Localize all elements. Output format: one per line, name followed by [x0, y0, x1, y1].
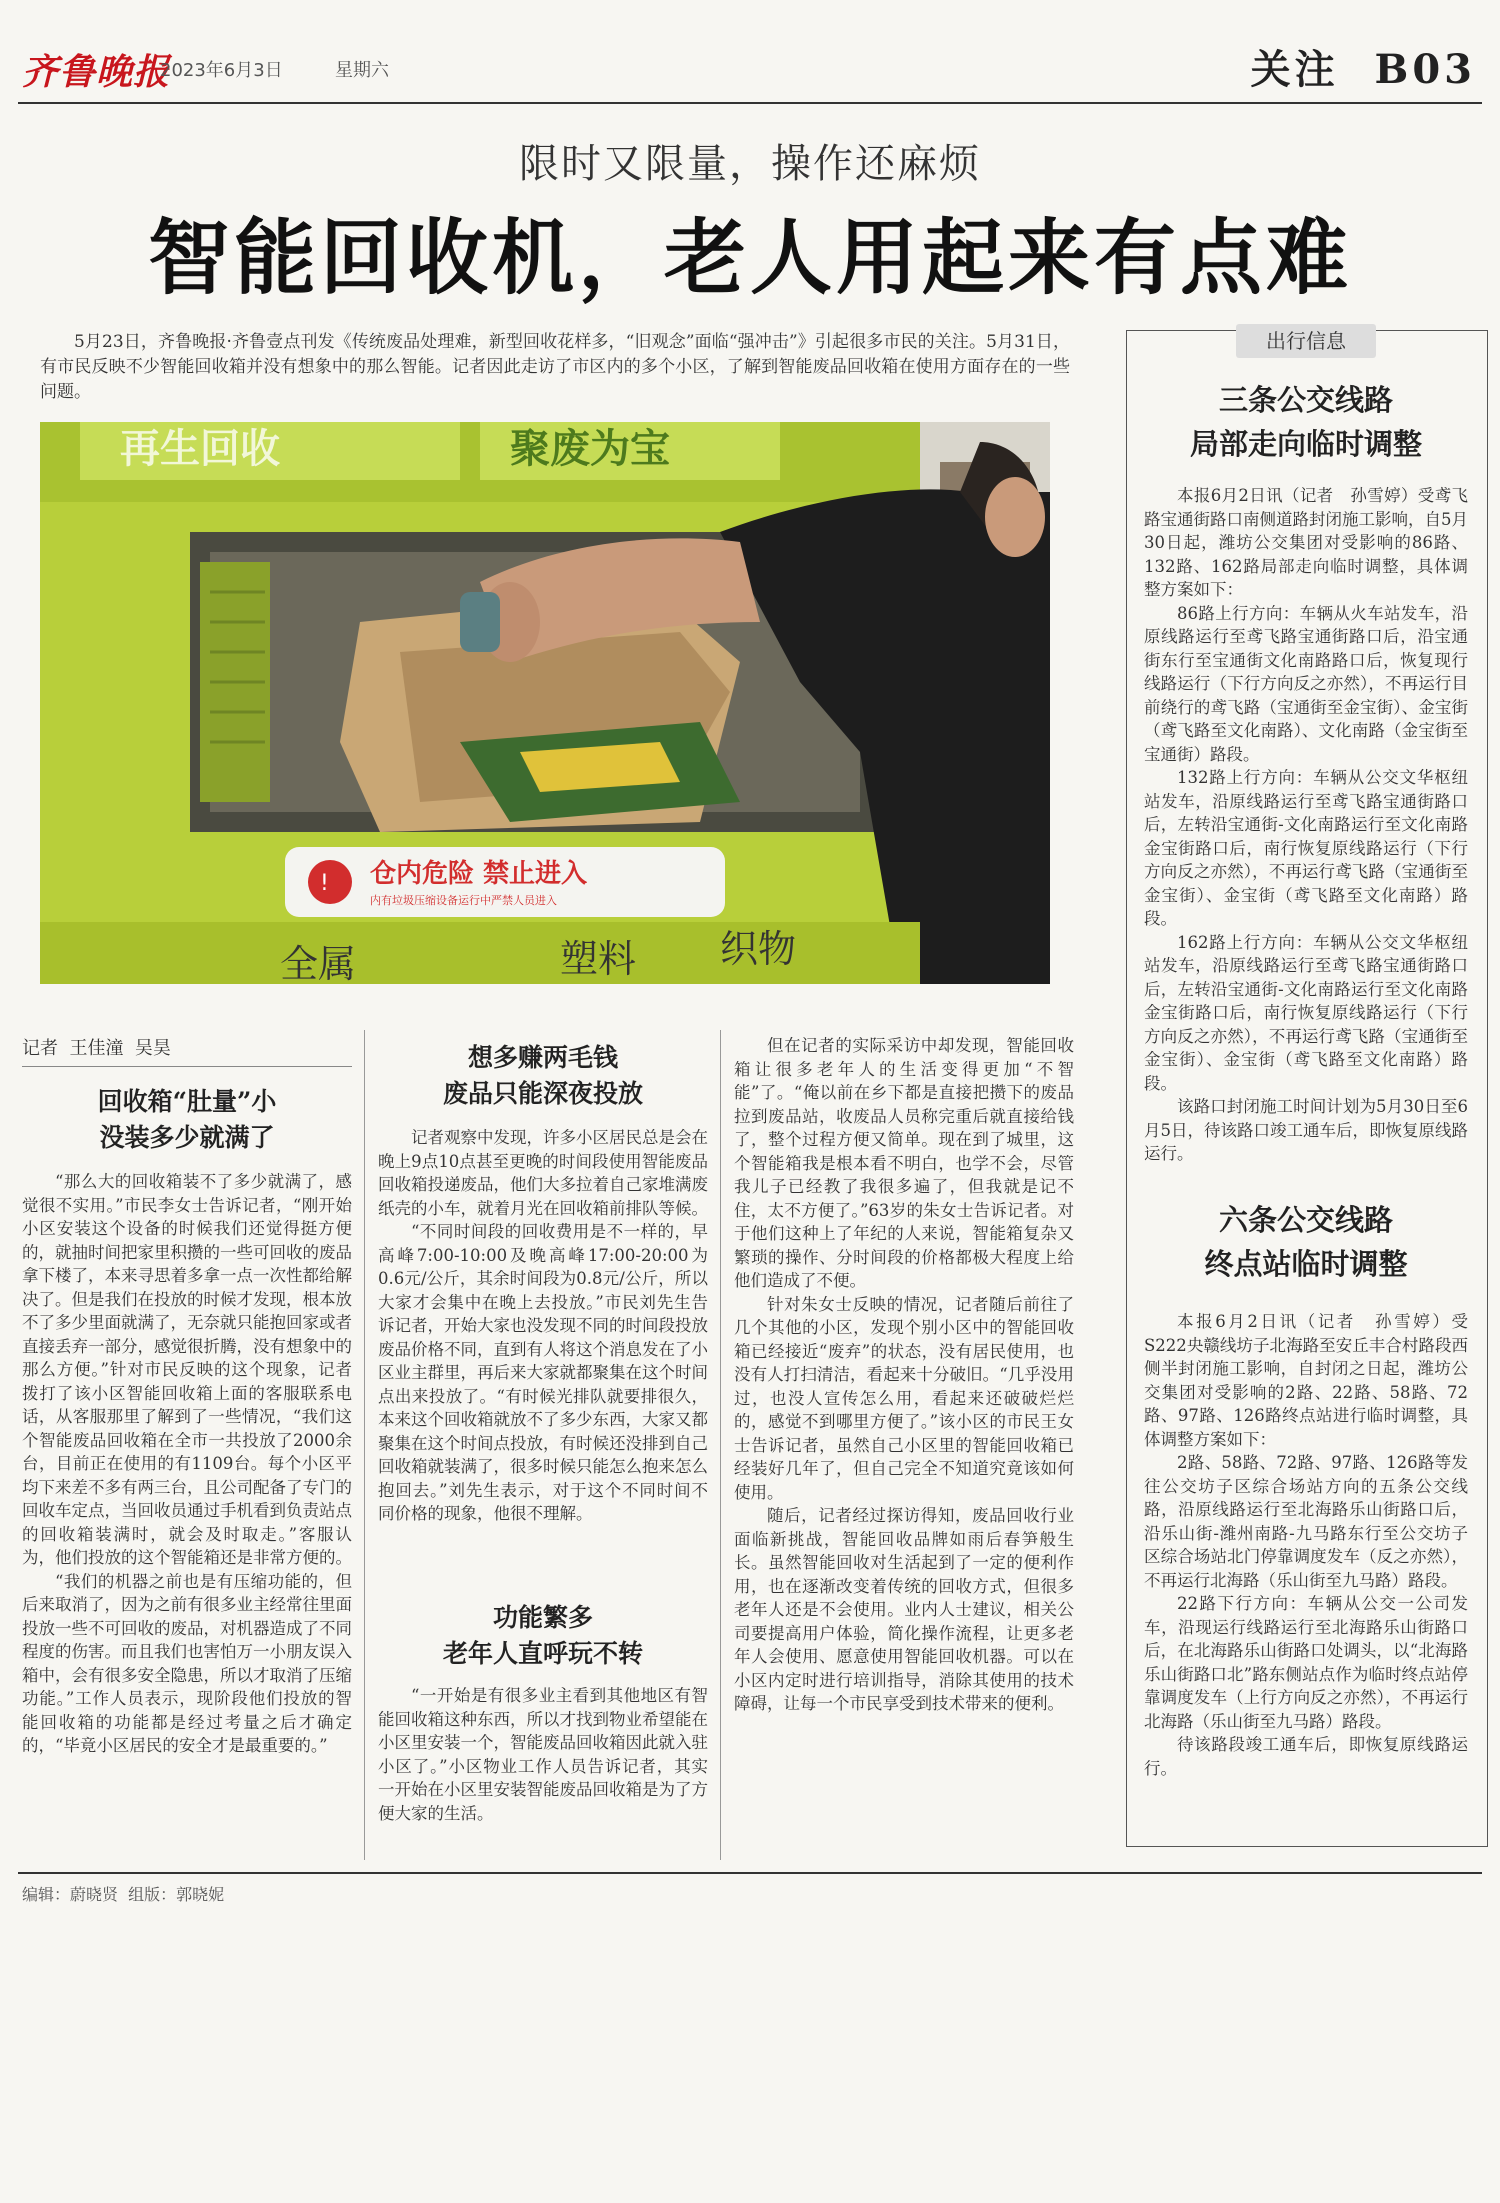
- sidebar-story2-body: [1144, 1310, 1468, 1780]
- col2-paragraph: “一开始是有很多业主看到其他地区有智能回收箱这种东西，所以才找到物业希望能在小区里安装一个，智能废品回收箱因此就入驻小区了。”小区物业工作人员告诉记者，其实一开始在小区里安装智能废品回收箱是为了方便大家的生活。: [378, 1686, 708, 1823]
- issue-weekday: 星期六: [335, 60, 389, 81]
- photo-banner-right: 聚废为宝: [510, 426, 670, 472]
- col2-heading: 想多赚两毛钱 废品只能深夜投放: [442, 1043, 643, 1108]
- photo-warning-sign: 仓内危险 禁止进入: [370, 859, 588, 889]
- col2-body-2: [378, 1684, 708, 1825]
- issue-date: 2023年6月3日: [160, 60, 283, 81]
- col2-body: [378, 1126, 708, 1526]
- sidebar-paragraph: 132路上行方向：车辆从公交文华枢纽站发车，沿原线路运行至鸢飞路宝通街路口后，左转沿宝通街-文化南路运行至文化南路金宝街路口后，南行恢复原线路运行（下行方向反之亦然），不再运行鸢飞路（宝通街至金宝街）、金宝街（鸢飞路至文化南路）路段。: [1144, 768, 1468, 928]
- recycling-machine-illustration: [40, 422, 1050, 984]
- col3-paragraph: 但在记者的实际采访中却发现，智能回收箱让很多老年人的生活变得更加“不智能”了。“俺以前在乡下都是直接把攒下的废品拉到废品站，收废品人员称完重后就直接给钱了，整个过程方便又简单。现在到了城里，这个智能箱我是根本看不明白，也学不会，尽管我儿子已经教了我很多遍了，但我就是记不住，太不方便了。”63岁的朱女士告诉记者。对于他们这种上了年纪的人来说，智能箱复杂又繁琐的操作、分时间段的价格都极大程度上给他们造成了不便。: [734, 1036, 1074, 1290]
- column-divider: [720, 1030, 721, 1860]
- sidebar-paragraph: 该路口封闭施工时间计划为5月30日至6月5日，待该路口竣工通车后，即恢复原线路运行。: [1144, 1097, 1468, 1163]
- col3-body: [734, 1034, 1074, 1716]
- sidebar-paragraph: 本报6月2日讯（记者 孙雪婷）受鸢飞路宝通街路口南侧道路封闭施工影响，自5月30日起，潍坊公交集团对受影响的86路、132路、162路局部走向临时调整，具体调整方案如下：: [1144, 486, 1468, 599]
- col1-paragraph: “我们的机器之前也是有压缩功能的，但后来取消了，因为之前有很多业主经常往里面投放一些不可回收的废品，对机器造成了不同程度的伤害。而且我们也害怕万一小朋友误入箱中，会有很多安全隐患，所以才取消了压缩功能。”工作人员表示，现阶段他们投放的智能回收箱的功能都是经过考量之后才确定的，“毕竟小区居民的安全才是最重要的。”: [22, 1571, 352, 1755]
- article-subtitle: 限时又限量，操作还麻烦: [519, 141, 981, 187]
- photo-banner-left: 再生回收: [120, 426, 280, 472]
- sidebar-section-label: 出行信息: [1236, 324, 1376, 358]
- svg-text:!: !: [320, 871, 329, 896]
- sidebar-paragraph: 86路上行方向：车辆从火车站发车，沿原线路运行至鸢飞路宝通街路口后，沿宝通街东行至宝通街文化南路路口后，恢复现行线路运行（下行方向反之亦然），不再运行目前绕行的鸢飞路（宝通街至金宝街）、金宝街（鸢飞路至文化南路）、文化南路（金宝街至宝通街）路段。: [1144, 603, 1468, 764]
- col2-heading-2: 功能繁多 老年人直呼玩不转: [442, 1603, 643, 1668]
- col3-paragraph: 随后，记者经过探访得知，废品回收行业面临新挑战，智能回收品牌如雨后春笋般生长。虽然智能回收对生活起到了一定的便利作用，也在逐渐改变着传统的回收方式，但很多老年人还是不会使用。业内人士建议，相关公司要提高用户体验，简化操作流程，让更多老年人会使用、愿意使用智能回收机器。可以在小区内定时进行培训指导，消除其使用的技术障碍，让每一个市民享受到技术带来的便利。: [734, 1506, 1074, 1713]
- article-photo: [40, 422, 1050, 984]
- byline: 记者 王佳潼 吴昊: [22, 1038, 171, 1059]
- col3-paragraph: 针对朱女士反映的情况，记者随后前往了几个其他的小区，发现个别小区中的智能回收箱已经接近“废弃”的状态，没有居民使用，也没有人打扫清洁，看起来十分破旧。“几乎没用过，也没人宣传怎么用，看起来还破破烂烂的，感觉不到哪里方便了。”该小区的市民王女士告诉记者，虽然自己小区里的智能回收箱已经装好几年了，但自己完全不知道究竟该如何使用。: [734, 1294, 1074, 1502]
- col1-body: [22, 1170, 352, 1758]
- sidebar-paragraph: 待该路段竣工通车后，即恢复原线路运行。: [1144, 1735, 1468, 1778]
- photo-bin-label-textile: 织物: [720, 927, 797, 971]
- article-lead: 5月23日，齐鲁晚报·齐鲁壹点刊发《传统废品处理难，新型回收花样多，“旧观念”面临“强冲击”》引起很多市民的关注。5月31日，有市民反映不少智能回收箱并没有想象中的那么智能。记者因此走访了市区内的多个小区，了解到智能废品回收箱在使用方面存在的一些问题。: [40, 332, 1070, 402]
- sidebar-paragraph: 22路下行方向：车辆从公交一公司发车，沿现运行线路运行至北海路乐山街路口后，在北海路乐山街路口处调头，以“北海路乐山街路口北”路东侧站点作为临时终点站停靠调度发车（上行方向反之亦然），不再运行北海路（乐山街至九马路）路段。: [1144, 1594, 1468, 1731]
- editor-credits: 编辑：蔚晓贤 组版：郭晓妮: [22, 1885, 225, 1904]
- photo-bin-label-metal: 全属: [280, 942, 357, 984]
- column-divider: [364, 1030, 365, 1860]
- col1-heading: 回收箱“肚量”小 没装多少就满了: [97, 1087, 277, 1152]
- sidebar-story2-heading: 六条公交线路 终点站临时调整: [1204, 1203, 1408, 1281]
- masthead-divider: [18, 102, 1482, 104]
- sidebar-story1-body: [1144, 484, 1468, 1166]
- section-page-tag: 关注 B03: [1250, 46, 1476, 93]
- sidebar-story1-heading: 三条公交线路 局部走向临时调整: [1189, 383, 1422, 461]
- article-headline: 智能回收机，老人用起来有点难: [147, 210, 1352, 306]
- footer-divider: [18, 1872, 1482, 1874]
- sidebar-paragraph: 162路上行方向：车辆从公交文华枢纽站发车，沿原线路运行至鸢飞路宝通街路口后，左转沿宝通街-文化南路运行至文化南路金宝街路口后，南行恢复原线路运行（下行方向反之亦然），不再运行鸢飞路（宝通街至金宝街）、金宝街（鸢飞路至文化南路）路段。: [1144, 932, 1468, 1093]
- photo-bin-label-plastic: 塑料: [560, 937, 637, 981]
- col1-paragraph: “那么大的回收箱装不了多少就满了，感觉很不实用。”市民李女士告诉记者，“刚开始小区安装这个设备的时候我们还觉得挺方便的，就抽时间把家里积攒的一些可回收的废品拿下楼了，本来寻思着多拿一点一次性都给解决了。但是我们在投放的时候才发现，根本放不了多少里面就满了，无奈就只能抱回家或者直接丢弃一部分，感觉很折腾，没有想象中的那么方便。”针对市民反映的这个现象，记者拨打了该小区智能回收箱上面的客服联系电话，从客服那里了解到了一些情况，“我们这个智能废品回收箱在全市一共投放了2000余台，目前正在使用的有1109台。每个小区平均下来差不多有两三台，且公司配备了专门的回收车定点，当回收员通过手机看到负责站点的回收箱装满时，就会及时取走。”客服认为，他们投放的这个智能箱还是非常方便的。: [22, 1172, 352, 1567]
- newspaper-logo: 齐鲁晚报: [22, 51, 171, 93]
- col2-paragraph: “不同时间段的回收费用是不一样的，早高峰7:00-10:00及晚高峰17:00-20:00为0.6元/公斤，其余时间段为0.8元/公斤，所以大家才会集中在晚上去投放。”市民刘先生告诉记者，开始大家也没发现不同的时间段投放废品价格不同，直到有人将这个消息发在了小区业主群里，再后来大家就都聚集在这个时间点出来投放了。“有时候光排队就要排很久，本来这个回收箱就放不了多少东西，大家又都聚集在这个时间点投放，有时候还没排到自己回收箱就装满了，很多时候只能怎么抱来怎么抱回去。”刘先生表示，对于这个不同时间不同价格的现象，他很不理解。: [378, 1222, 708, 1523]
- sidebar-paragraph: 2路、58路、72路、97路、126路等发往公交坊子区综合场站方向的五条公交线路，沿原线路运行至北海路乐山街路口后，沿乐山街-潍州南路-九马路东行至公交坊子区综合场站北门停靠调度发车（反之亦然），不再运行北海路（乐山街至九马路）路段。: [1144, 1453, 1468, 1590]
- photo-warning-small: 内有垃圾压缩设备运行中严禁人员进入: [370, 894, 557, 907]
- byline-rule: [22, 1066, 352, 1067]
- sidebar-paragraph: 本报6月2日讯（记者 孙雪婷）受S222央赣线坊子北海路至安丘丰合村路段西侧半封闭施工影响，自封闭之日起，潍坊公交集团对受影响的2路、22路、58路、72路、97路、126路终点站进行临时调整，具体调整方案如下：: [1144, 1312, 1468, 1449]
- col2-paragraph: 记者观察中发现，许多小区居民总是会在晚上9点10点甚至更晚的时间段使用智能废品回收箱投递废品，他们大多拉着自己家堆满废纸壳的小车，就着月光在回收箱前排队等候。: [378, 1128, 708, 1218]
